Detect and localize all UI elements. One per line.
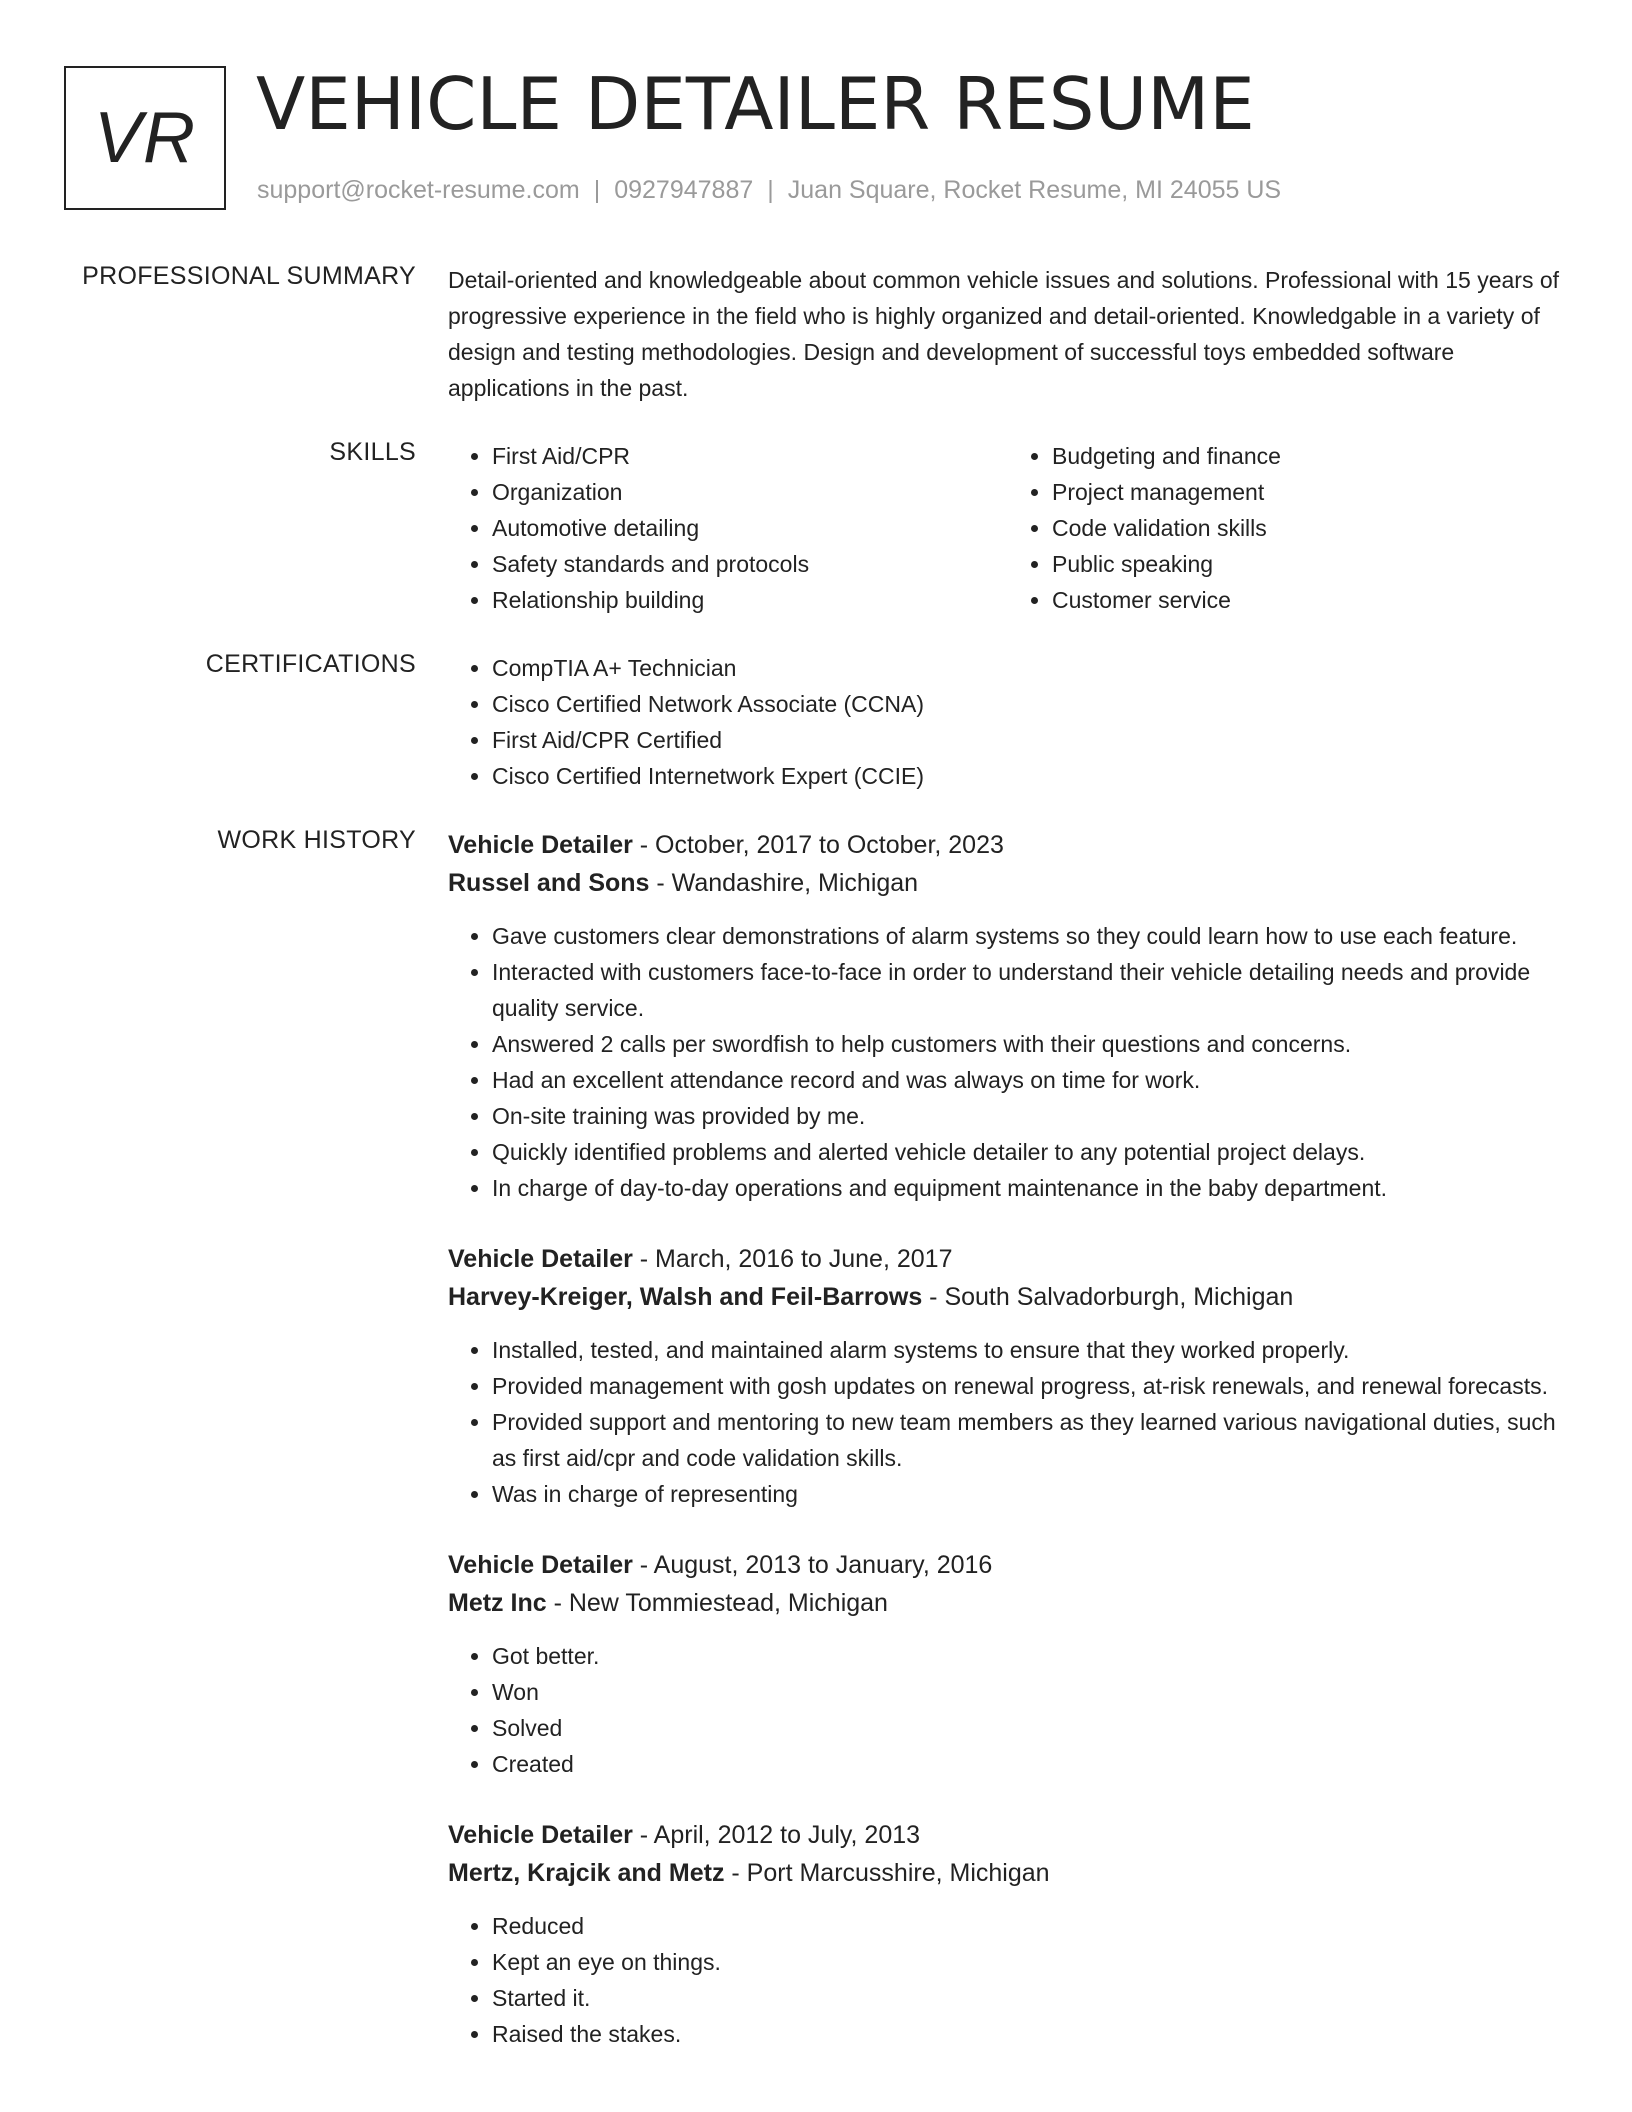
job-entry	[448, 1546, 1568, 1782]
job-company-line	[448, 1854, 1568, 1892]
job-title-line	[448, 1816, 1568, 1854]
job-company: Russel and Sons	[448, 869, 650, 897]
certification-item: • First Aid/CPR Certified	[492, 722, 1568, 758]
skill-item: • Budgeting and finance	[1052, 438, 1568, 474]
certifications-body	[448, 650, 1568, 794]
skill-item: • Customer service	[1052, 582, 1568, 618]
skills-body	[448, 438, 1568, 618]
section-heading-skills: SKILLS	[329, 438, 416, 466]
summary-body	[448, 262, 1568, 406]
skill-item: • Project management	[1052, 474, 1568, 510]
job-bullet: • Raised the stakes.	[492, 2016, 1568, 2052]
skill-item: • Public speaking	[1052, 546, 1568, 582]
job-bullet: • Had an excellent attendance record and was always on time for work.	[492, 1062, 1568, 1098]
job-bullet: • Installed, tested, and maintained alarm systems to ensure that they worked properly.	[492, 1332, 1568, 1368]
job-bullet: • Kept an eye on things.	[492, 1944, 1568, 1980]
job-dates: - October, 2017 to October, 2023	[632, 831, 1004, 859]
skill-item: • Code validation skills	[1052, 510, 1568, 546]
skill-item: • Relationship building	[492, 582, 1008, 618]
contact-phone: 0927947887	[614, 176, 754, 204]
skills-list-left	[448, 438, 1008, 618]
section-heading-certifications: CERTIFICATIONS	[205, 650, 416, 678]
job-company: Metz Inc	[448, 1589, 547, 1617]
job-bullet: • Was in charge of representing	[492, 1476, 1568, 1512]
job-bullets	[448, 1908, 1568, 2052]
job-bullet: • In charge of day-to-day operations and equipment maintenance in the baby department.	[492, 1170, 1568, 1206]
skill-item: • Automotive detailing	[492, 510, 1008, 546]
job-bullet: • Started it.	[492, 1980, 1568, 2016]
skill-item: • Organization	[492, 474, 1008, 510]
job-bullet: • Created	[492, 1746, 1568, 1782]
certifications-list	[448, 650, 1568, 794]
skill-item: • First Aid/CPR	[492, 438, 1008, 474]
job-title: Vehicle Detailer	[448, 1821, 633, 1849]
resume-title: VEHICLE DETAILER RESUME	[256, 62, 1255, 146]
skills-list-right	[1008, 438, 1568, 618]
job-bullet: • Provided management with gosh updates on renewal progress, at-risk renewals, and renewal forecasts.	[492, 1368, 1568, 1404]
contact-separator: |	[767, 176, 774, 204]
job-location: - New Tommiestead, Michigan	[546, 1589, 888, 1617]
contact-line	[257, 176, 1281, 205]
job-location: - South Salvadorburgh, Michigan	[922, 1283, 1294, 1311]
contact-separator: |	[593, 176, 601, 204]
certification-item: • CompTIA A+ Technician	[492, 650, 1568, 686]
monogram-logo: VR	[64, 66, 226, 210]
job-company: Mertz, Krajcik and Metz	[448, 1859, 725, 1887]
job-bullets	[448, 1638, 1568, 1782]
section-heading-summary: PROFESSIONAL SUMMARY	[82, 262, 416, 290]
job-title-line	[448, 1546, 1568, 1584]
contact-address: Juan Square, Rocket Resume, MI 24055 US	[787, 176, 1282, 204]
job-entry	[448, 826, 1568, 1206]
job-entry	[448, 1240, 1568, 1512]
job-title: Vehicle Detailer	[448, 831, 633, 859]
job-bullet: • Provided support and mentoring to new team members as they learned various navigational duties, such as first aid/cpr and code validation skills.	[492, 1404, 1568, 1476]
certification-item: • Cisco Certified Internetwork Expert (CCIE)	[492, 758, 1568, 794]
skill-item: • Safety standards and protocols	[492, 546, 1008, 582]
job-bullets	[448, 1332, 1568, 1512]
job-bullet: • Solved	[492, 1710, 1568, 1746]
job-title: Vehicle Detailer	[448, 1551, 633, 1579]
job-bullet: • Quickly identified problems and alerted vehicle detailer to any potential project delays.	[492, 1134, 1568, 1170]
contact-email: support@rocket-resume.com	[257, 176, 580, 204]
job-location: - Port Marcusshire, Michigan	[724, 1859, 1050, 1887]
job-company-line	[448, 1278, 1568, 1316]
job-bullet: • Got better.	[492, 1638, 1568, 1674]
job-dates: - March, 2016 to June, 2017	[632, 1245, 953, 1273]
job-bullet: • Reduced	[492, 1908, 1568, 1944]
job-company-line	[448, 1584, 1568, 1622]
resume-header	[64, 64, 1584, 214]
work-history-body	[448, 826, 1568, 2086]
summary-text: Detail-oriented and knowledgeable about common vehicle issues and solutions. Professional with 15 years of progressive experience in the field who is highly organized and detail-oriented. Knowledgable in a variety of design and testing methodologies. Design and development of successful toys embedded software applications in the past.	[448, 267, 1560, 401]
certification-item: • Cisco Certified Network Associate (CCNA)	[492, 686, 1568, 722]
job-bullet: • On-site training was provided by me.	[492, 1098, 1568, 1134]
job-bullet: • Won	[492, 1674, 1568, 1710]
job-bullet: • Gave customers clear demonstrations of alarm systems so they could learn how to use each feature.	[492, 918, 1568, 954]
job-title-line	[448, 1240, 1568, 1278]
job-bullet: • Answered 2 calls per swordfish to help customers with their questions and concerns.	[492, 1026, 1568, 1062]
job-location: - Wandashire, Michigan	[649, 869, 919, 897]
job-entry	[448, 1816, 1568, 2052]
job-dates: - August, 2013 to January, 2016	[632, 1551, 993, 1579]
section-heading-work-history: WORK HISTORY	[217, 826, 416, 854]
job-company-line	[448, 864, 1568, 902]
job-bullet: • Interacted with customers face-to-face in order to understand their vehicle detailing needs and provide quality service.	[492, 954, 1568, 1026]
job-title-line	[448, 826, 1568, 864]
job-dates: - April, 2012 to July, 2013	[632, 1821, 921, 1849]
job-company: Harvey-Kreiger, Walsh and Feil-Barrows	[448, 1283, 923, 1311]
job-title: Vehicle Detailer	[448, 1245, 633, 1273]
job-bullets	[448, 918, 1568, 1206]
